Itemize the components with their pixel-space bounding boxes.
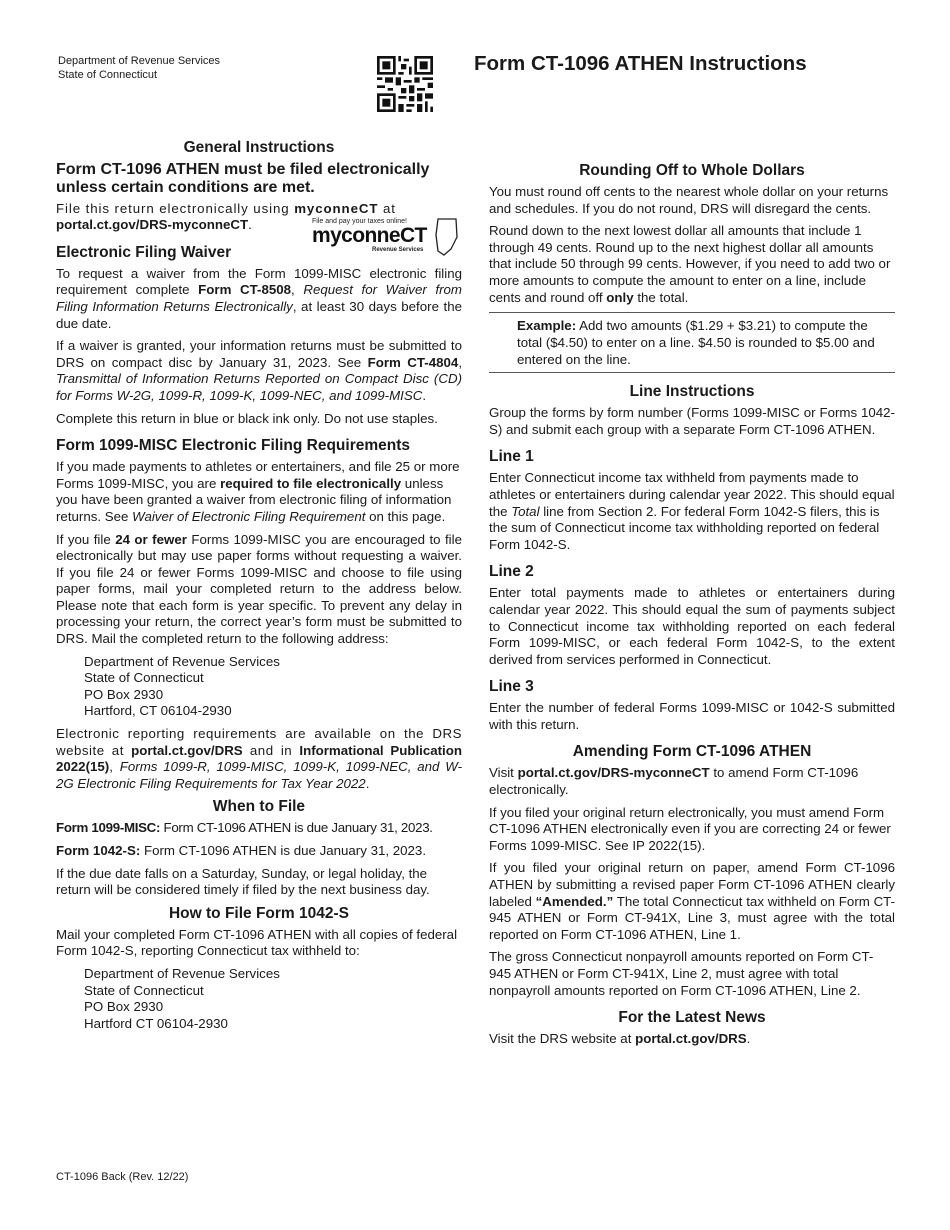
address-line: Department of Revenue Services [84,653,280,669]
text-span: , at least 30 days before the due date. [56,298,462,331]
form-title-reference: Request for Waiver from Filing Information Returns Electronically [56,282,463,314]
how-to-file-heading: How to File Form 1042-S [168,904,349,922]
rounding-heading: Rounding Off to Whole Dollars [579,162,805,179]
text-span: Visit [489,765,518,781]
example-text: Add two amounts ($1.29 + $3.21) to compute the total ($4.50) to enter on a line. $4.50 is rounded to $5.00 and entered on the line. [517,318,875,368]
text-span: at [378,200,396,216]
address-line: State of Connecticut [84,670,204,686]
logo-subtitle: Revenue Services [372,246,424,253]
left-column [56,140,462,1038]
right-column [489,162,895,1054]
example-box [489,312,895,373]
general-instructions-heading: General Instructions [183,139,335,156]
footer-form-revision: CT-1096 Back (Rev. 12/22) [56,1171,189,1183]
publication-title: Forms 1099-R, 1099-MISC, 1099-K, 1099-NEC, and W-2G Electronic Filing Requirements for Tax Year 2022 [56,759,463,791]
rounding-paragraph-2 [489,223,895,306]
how-to-file-paragraph: Mail your completed Form CT-1096 ATHEN with all copies of federal Form 1042-S, reporting Connecticut tax withheld to: [56,926,458,959]
example-label: Example: [517,318,577,334]
when-to-file-heading: When to File [212,798,306,816]
text-span: , [291,282,304,298]
emphasis: only [606,289,634,305]
text-span: unless you have been granted a waiver from electronic filing of information returns. See [56,475,452,524]
myconnect-link[interactable]: portal.ct.gov/DRS-myconneCT [517,765,710,781]
text-span: . [422,387,427,403]
when-to-file-1042 [56,843,462,860]
line-2-paragraph: Enter total payments made to athletes or entertainers during calendar year 2022. This should equal the sum of payments subject to Connecticut income tax withholding reported on each federal Form 1099-MISC, or each federal Form 1042-S, to the extent derived from services performed in Connecticut. [489,585,895,667]
drs-link[interactable]: portal.ct.gov/DRS [635,1031,747,1047]
text-span: Form CT-1096 ATHEN is due January 31, 2023. [140,843,427,858]
amending-heading: Amending Form CT-1096 ATHEN [572,743,812,761]
text-span: Forms 1099-MISC you are encouraged to file electronically but may use paper forms without requesting a waiver. If you file 24 or fewer Forms 1099-MISC and choose to file using paper forms, mail your completed return to the address below. Please note that each form is year specific. To prevent any delay in processing your return, the correct year’s form must be submitted to DRS. Mail the completed return to the following address: [56,531,462,647]
line-1-paragraph [489,470,895,553]
text-span: The total Connecticut tax withheld on Form CT-945 ATHEN or Form CT-941X, Line 3, must agree with the total reported on Form CT-1096 ATHEN, Line 1. [489,893,895,942]
text-span: If a waiver is granted, your information returns must be submitted to DRS on compact disc by January 31, 2023. See [56,338,462,370]
emphasis: 24 or fewer [115,531,187,547]
must-file-electronically-notice: Form CT-1096 ATHEN must be filed electronically unless certain conditions are met. [56,160,430,196]
text-span: If you filed your original return on paper, amend Form CT-1096 ATHEN by submitting a revised paper Form CT-1096 ATHEN clearly labeled [489,860,895,909]
ink-note: Complete this return in blue or black ink only. Do not use staples. [56,410,438,426]
logo-word: myconneCT [312,223,427,247]
amending-paragraph-1 [489,765,895,798]
publication-reference: Informational Publication 2022(15) [56,742,462,775]
amending-paragraph-2: If you filed your original return electronically, you must amend Form CT-1096 ATHEN electronically even if you are correcting 24 or fewer Forms 1099-MISC. See IP 2022(15). [489,804,891,853]
amending-paragraph-4: The gross Connecticut nonpayroll amounts reported on Form CT-945 ATHEN or Form CT-941X, Line 2, must agree with total nonpayroll amounts reported on Form CT-1096 ATHEN, Line 2. [489,949,874,998]
holiday-note: If the due date falls on a Saturday, Sunday, or legal holiday, the return will be considered timely if filed by the next business day. [56,865,430,898]
address-line: PO Box 2930 [84,999,164,1015]
address-line: Department of Revenue Services [84,965,280,981]
address-line: PO Box 2930 [84,686,164,702]
waiver-paragraph-2 [56,338,462,404]
text-span: on this page. [365,508,446,524]
myconnect-name: myconneCT [294,200,379,216]
requirements-paragraph-1 [56,459,462,525]
text-span: If you file [56,531,116,547]
line-3-heading: Line 3 [489,678,534,696]
text-span: the total. [633,289,689,305]
text-span: . [365,775,370,791]
latest-news-heading: For the Latest News [618,1009,766,1027]
address-line: Hartford, CT 06104-2930 [84,703,232,719]
line-2-heading: Line 2 [489,563,534,581]
amending-paragraph-3 [489,860,895,943]
state-name: State of Connecticut [58,69,158,81]
latest-news-paragraph [489,1031,895,1048]
qr-code-icon [377,56,433,112]
line-instructions-paragraph: Group the forms by form number (Forms 1099-MISC or Forms 1042-S) and submit each group with a separate Form CT-1096 ATHEN. [489,405,895,437]
form-label: Form 1042-S: [56,843,141,858]
text-span: to amend Form CT-1096 electronically. [489,765,859,798]
drs-link[interactable]: portal.ct.gov/DRS [131,742,243,758]
logo-tagline: File and pay your taxes online! [312,217,407,225]
waiver-paragraph-1 [56,266,462,332]
emphasis: “Amended.” [535,893,614,909]
text-span: Enter Connecticut income tax withheld from payments made to athletes or entertainers during calendar year 2022. This should equal the [489,470,895,519]
text-span: , [458,354,463,370]
emphasis: required to file electronically [220,475,402,491]
text-span: . [248,217,253,233]
text-span: Electronic reporting requirements are available on the DRS website at [56,726,462,758]
when-to-file-1099 [56,820,462,837]
text-span: Form CT-1096 ATHEN is due January 31, 2023. [160,820,433,836]
requirements-heading: Form 1099-MISC Electronic Filing Requirements [56,437,410,455]
myconnect-logo-icon [310,215,460,259]
text-span: , [109,759,120,775]
line-instructions-heading: Line Instructions [629,383,755,401]
text-span: Visit the DRS website at [489,1031,636,1047]
address-line: State of Connecticut [84,982,204,998]
emphasis: Total [511,503,540,519]
form-title: Form CT-1096 ATHEN Instructions [474,52,807,75]
form-label: Form 1099-MISC: [56,820,161,836]
line-1-heading: Line 1 [489,448,534,466]
form-title-reference: Transmittal of Information Returns Reported on Compact Disc (CD) for Forms W-2G, 1099-R, 1099-K, 1099-NEC, and 1099-MISC [56,371,462,403]
text-span: To request a waiver from the Form 1099-MISC electronic filing requirement complete [56,265,462,298]
mailing-address-2 [84,966,462,1032]
line-3-paragraph: Enter the number of federal Forms 1099-MISC or 1042-S submitted with this return. [489,700,895,732]
department-header [58,54,220,82]
rounding-paragraph-1: You must round off cents to the nearest whole dollar on your returns and schedules. If you do not round, DRS will disregard the cents. [489,184,889,216]
electronic-reporting-paragraph [56,726,462,792]
section-reference: Waiver of Electronic Filing Requirement [132,508,366,524]
mailing-address-1 [84,654,462,720]
text-span: line from Section 2. For federal Form 1042-S filers, this is the sum of Connecticut income tax withholding reported on federal Form 1042-S. [489,503,880,552]
myconnect-link[interactable]: portal.ct.gov/DRS-myconneCT [56,217,249,233]
connecticut-outline-icon [436,219,457,255]
text-span: If you made payments to athletes or entertainers, and file 25 or more Forms 1099-MISC, you are [56,459,460,491]
address-line: Hartford CT 06104-2930 [84,1015,228,1031]
text-span: File this return electronically using [56,200,295,216]
text-span: and in [242,742,300,758]
department-name: Department of Revenue Services [58,55,221,67]
form-reference: Form CT-4804 [367,354,459,370]
form-reference: Form CT-8508 [198,282,292,298]
requirements-paragraph-2 [56,532,462,648]
waiver-heading: Electronic Filing Waiver [56,243,232,261]
text-span: Round down to the next lowest dollar all amounts that include 1 through 49 cents. Round up to the next highest dollar all amounts that include 50 through 99 cents. However, if you need to add two or more amounts to compute the amount to enter on a line, include cents and round off [489,223,891,305]
text-span: . [746,1031,751,1047]
